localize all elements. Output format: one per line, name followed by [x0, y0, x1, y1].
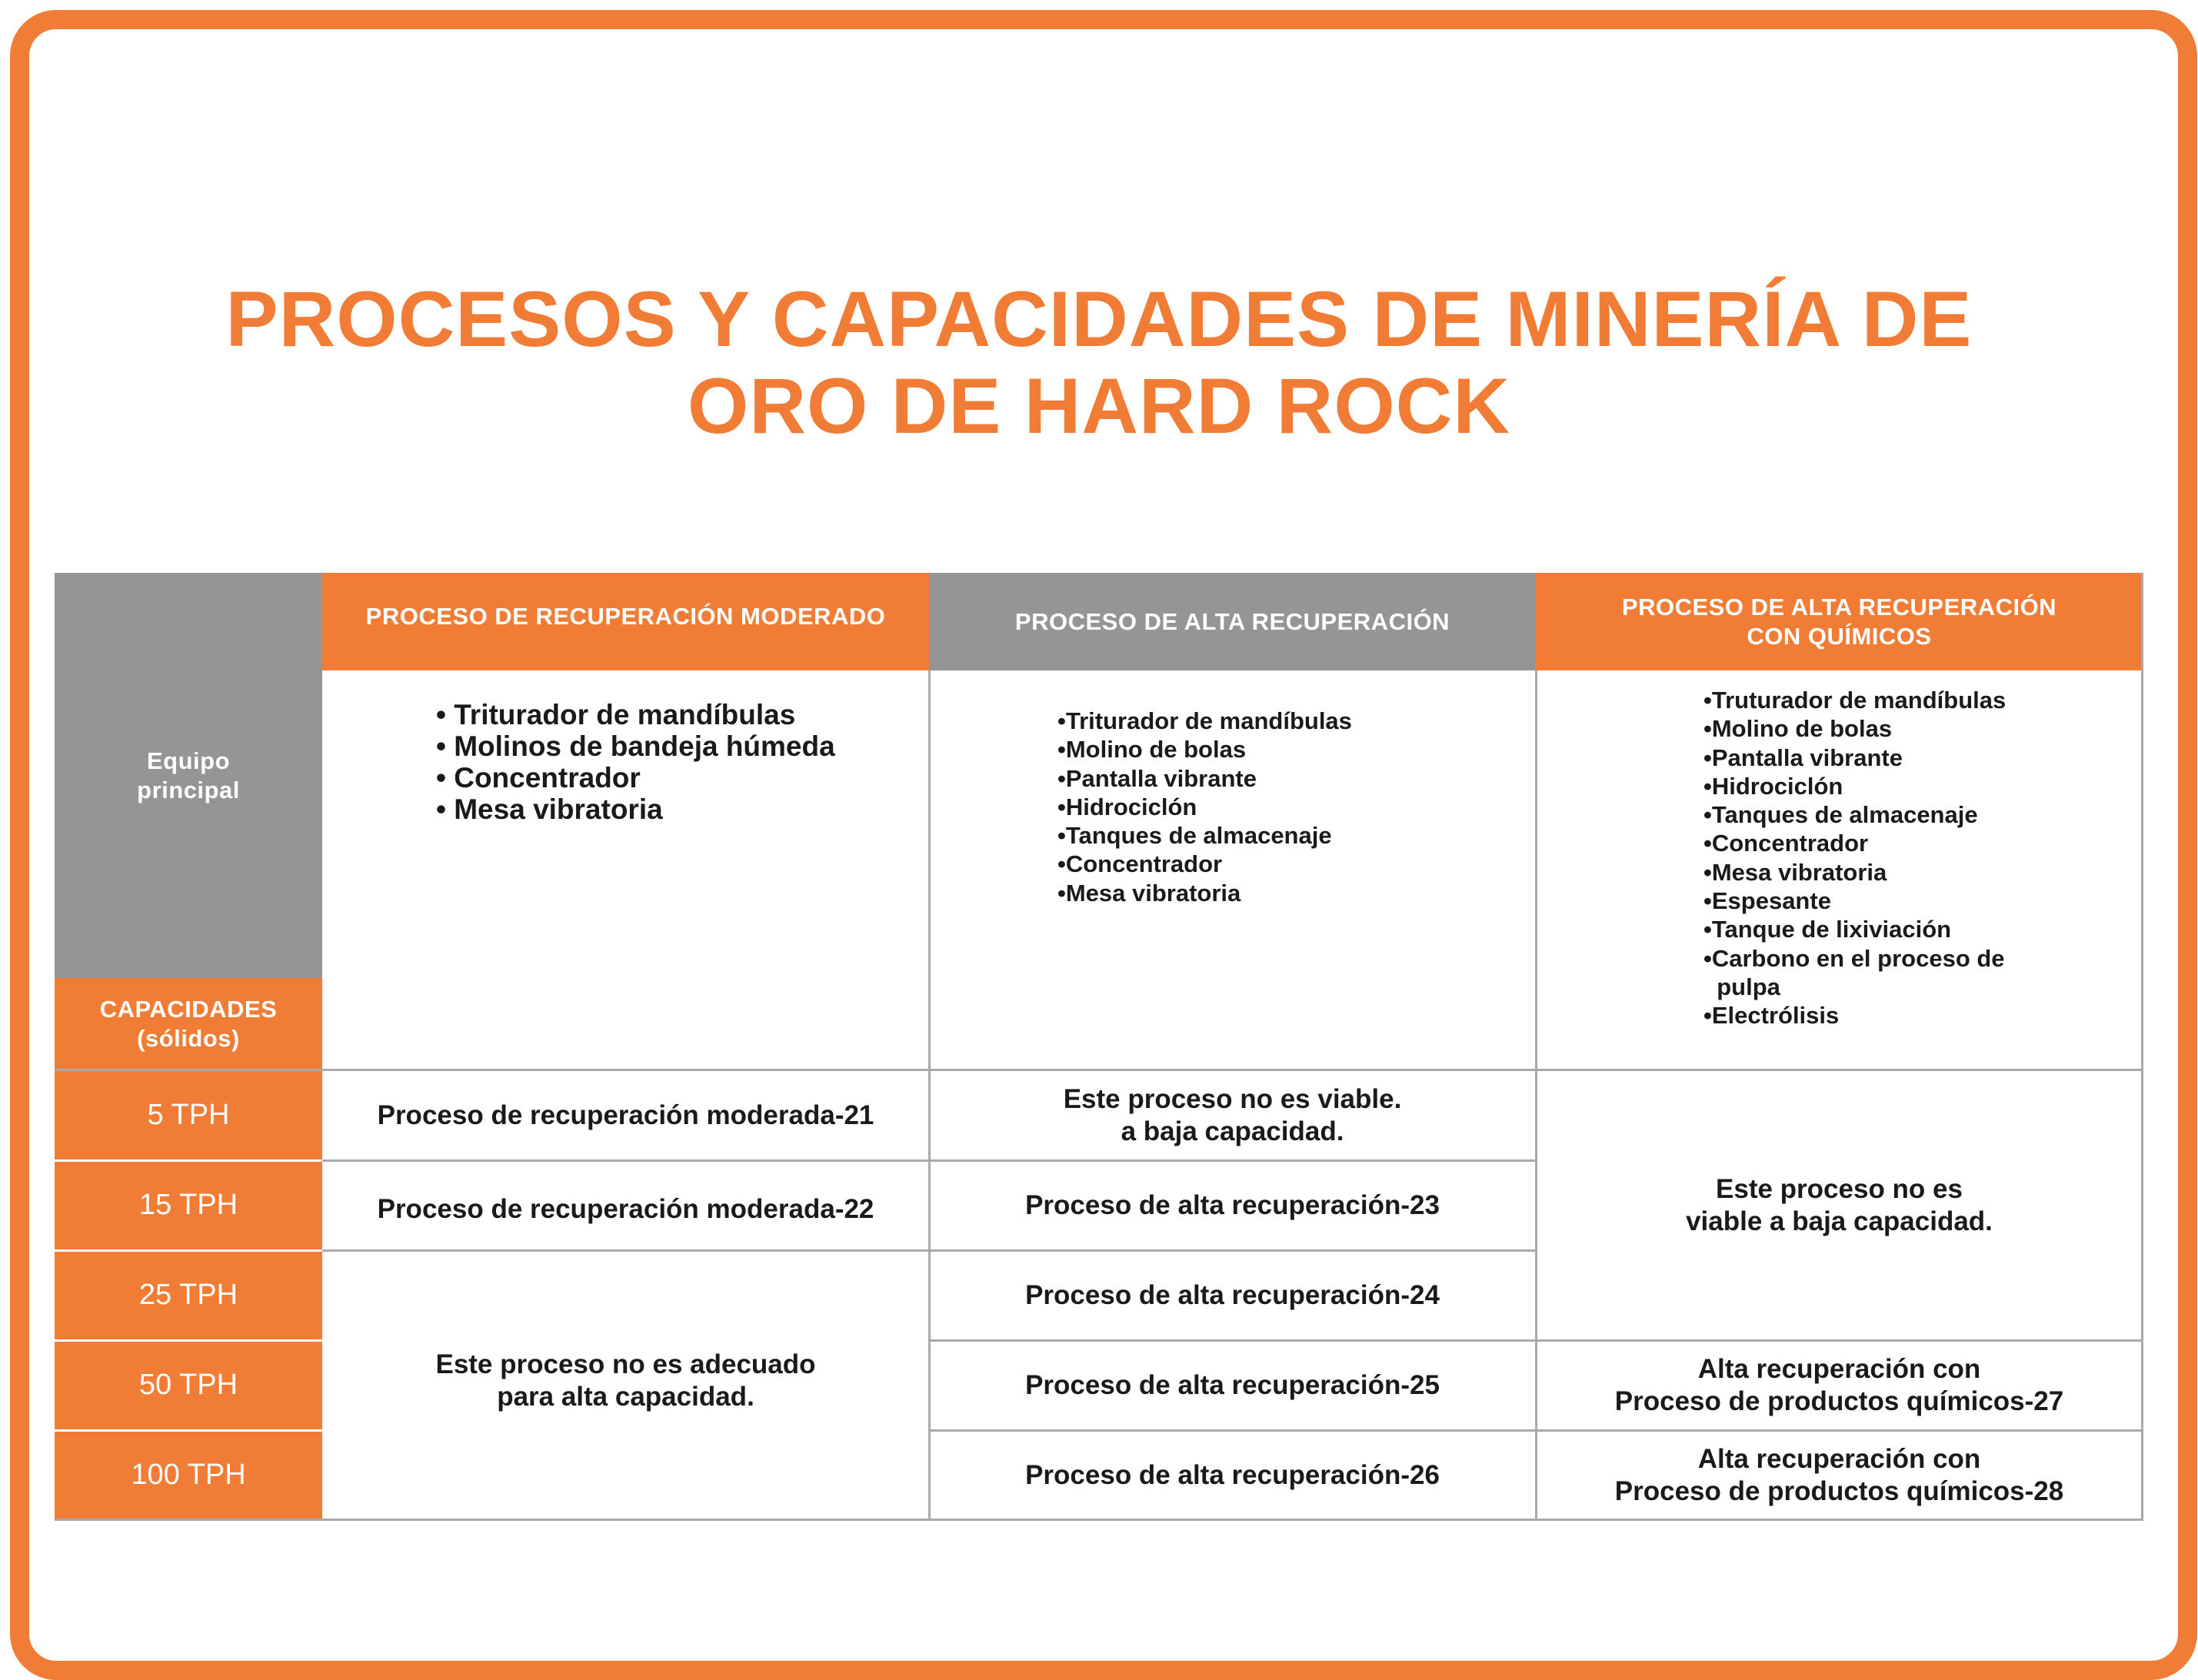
equipment-item: pulpa	[1703, 973, 1780, 1000]
equipment-label-line-2: principal	[137, 776, 240, 803]
capacity-divider	[55, 1429, 322, 1432]
equipment-item: •Concentrador	[1057, 850, 1223, 878]
equipment-list-chemical	[1703, 686, 2006, 1030]
equipment-list-moderate	[436, 699, 835, 825]
cell-moderate-high-capacity	[322, 1250, 929, 1520]
equipment-item: •Concentrador	[1703, 830, 1869, 857]
equipment-item: •Pantalla vibrante	[1703, 744, 1903, 771]
table-border	[2141, 573, 2143, 1520]
cell-high-100-tph	[929, 1430, 1536, 1520]
cell-chemical-50-line-1: Alta recuperación con	[1697, 1353, 1981, 1384]
capacity-100-tph: 100 TPH	[55, 1430, 322, 1520]
capacity-divider	[55, 1159, 322, 1162]
cell-chemical-100-line-1: Alta recuperación con	[1697, 1443, 1981, 1474]
cell-high-5-line-2: a baja capacidad.	[1121, 1116, 1344, 1146]
capacity-divider	[55, 1249, 322, 1252]
cell-moderate-5-text: Proceso de recuperación moderada-21	[377, 1099, 874, 1130]
header-chemical-process	[1536, 573, 2143, 670]
equipment-item: • Concentrador	[436, 762, 641, 793]
cell-high-100-text: Proceso de alta recuperación-26	[1025, 1459, 1440, 1490]
equipment-item: •Tanques de almacenaje	[1057, 822, 1332, 850]
table-border	[322, 1249, 1536, 1252]
page-title-line-2: ORO DE HARD ROCK	[687, 362, 1511, 450]
cell-high-50-tph	[929, 1340, 1536, 1430]
cell-moderate-15-text: Proceso de recuperación moderada-22	[377, 1193, 874, 1224]
header-high-recovery	[929, 573, 1536, 670]
capacity-5-tph: 5 TPH	[55, 1070, 322, 1160]
cell-moderate-5-tph	[322, 1070, 929, 1160]
equipment-item: •Tanque de lixiviación	[1703, 916, 1952, 943]
equipment-item: •Hidrociclón	[1703, 772, 1843, 800]
capacities-label-line-1: CAPACIDADES	[99, 996, 278, 1023]
page-title-line-1: PROCESOS Y CAPACIDADES DE MINERÍA DE	[225, 275, 1973, 363]
equipment-item: •Electrólisis	[1703, 1002, 1840, 1030]
equipment-item: •Mesa vibratoria	[1703, 858, 1887, 886]
equipment-item: • Triturador de mandíbulas	[436, 699, 796, 730]
equipment-item: •Tanques de almacenaje	[1703, 801, 1978, 829]
capacity-50-tph: 50 TPH	[55, 1340, 322, 1430]
equipment-label-line-1: Equipo	[146, 747, 231, 774]
cell-chemical-low-line-2: viable a baja capacidad.	[1686, 1206, 1993, 1236]
equipment-item: • Molinos de bandeja húmeda	[436, 730, 835, 762]
cell-high-15-text: Proceso de alta recuperación-23	[1025, 1189, 1440, 1220]
capacities-label-line-2: (sólidos)	[137, 1025, 240, 1052]
cell-chemical-100-line-2: Proceso de productos químicos-28	[1614, 1475, 2064, 1506]
table-border	[322, 1159, 1536, 1162]
equipment-item: • Mesa vibratoria	[436, 793, 663, 825]
table-border	[55, 1069, 2143, 1071]
table-border	[929, 1339, 2143, 1342]
cell-chemical-50-tph	[1536, 1340, 2143, 1430]
cell-moderate-15-tph	[322, 1160, 929, 1250]
equipment-item: •Triturador de mandíbulas	[1057, 707, 1352, 734]
header-chemical-line-1: PROCESO DE ALTA RECUPERACIÓN	[1621, 593, 2057, 620]
header-high-label: PROCESO DE ALTA RECUPERACIÓN	[1014, 607, 1450, 635]
table-border	[1535, 670, 1537, 1520]
equipment-item: •Pantalla vibrante	[1057, 764, 1257, 792]
cell-chemical-low-capacity	[1536, 1070, 2143, 1340]
cell-high-15-tph	[929, 1160, 1536, 1250]
cell-chemical-50-line-2: Proceso de productos químicos-27	[1614, 1386, 2064, 1416]
equipment-item: •Molino de bolas	[1057, 736, 1247, 763]
cell-high-25-tph	[929, 1250, 1536, 1340]
cell-chemical-100-tph	[1536, 1430, 2143, 1520]
capacity-25-tph: 25 TPH	[55, 1250, 322, 1340]
header-moderate-process	[322, 573, 929, 670]
cell-high-5-tph	[929, 1070, 1536, 1160]
capacity-15-tph: 15 TPH	[55, 1160, 322, 1250]
equipment-list-high	[1057, 707, 1352, 907]
cell-high-50-text: Proceso de alta recuperación-25	[1025, 1369, 1440, 1400]
equipment-item: •Truturador de mandíbulas	[1703, 687, 2007, 714]
cell-moderate-high-line-2: para alta capacidad.	[497, 1381, 754, 1412]
equipment-item: •Molino de bolas	[1703, 715, 1893, 743]
cell-chemical-low-line-1: Este proceso no es	[1716, 1173, 1963, 1204]
table-border	[55, 1519, 2143, 1521]
table-border	[929, 1429, 2143, 1432]
cell-high-25-text: Proceso de alta recuperación-24	[1025, 1279, 1440, 1310]
cell-moderate-high-line-1: Este proceso no es adecuado	[435, 1349, 816, 1379]
header-chemical-line-2: CON QUÍMICOS	[1747, 622, 1932, 650]
capacity-divider	[55, 1339, 322, 1342]
equipment-label-cell	[55, 573, 322, 978]
header-moderate-label: PROCESO DE RECUPERACIÓN MODERADO	[365, 603, 886, 630]
equipment-item: •Hidrociclón	[1057, 793, 1197, 820]
equipment-item: •Espesante	[1703, 887, 1831, 915]
equipment-item: •Carbono en el proceso de	[1703, 944, 2005, 972]
table-border	[928, 670, 931, 1520]
equipment-item: •Mesa vibratoria	[1057, 879, 1241, 907]
cell-high-5-line-1: Este proceso no es viable.	[1063, 1083, 1402, 1114]
capacities-label-cell	[55, 978, 322, 1070]
